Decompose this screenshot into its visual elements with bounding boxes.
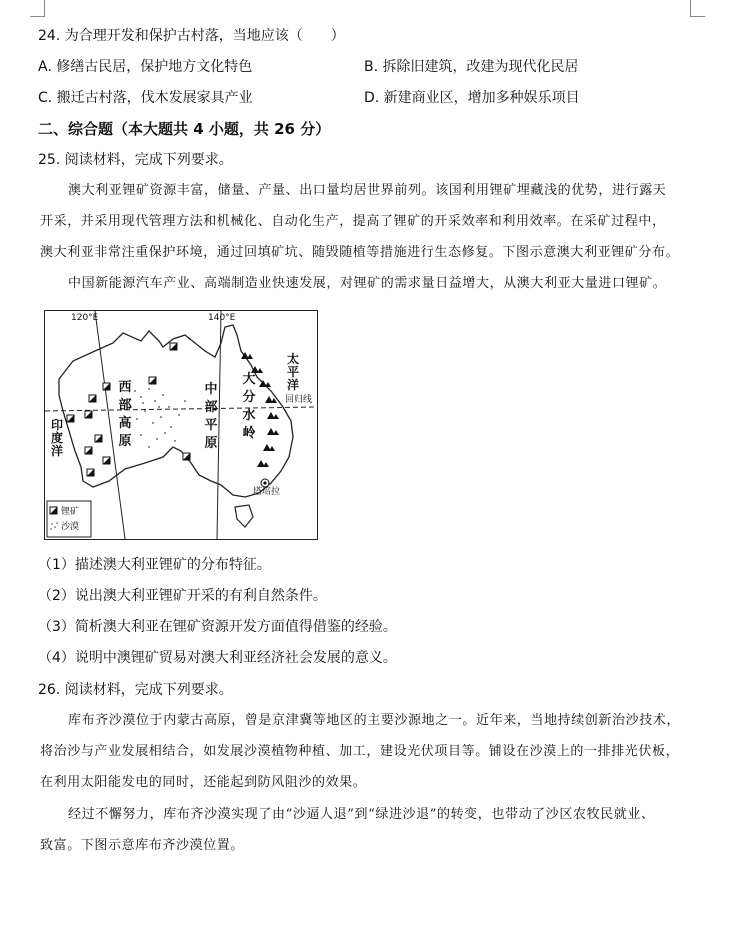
longitude-label: 140°E <box>208 313 236 323</box>
legend-label: 沙漠 <box>61 522 80 532</box>
q25-subquestion: （3）简析澳大利亚在锂矿资源开发方面值得借鉴的经验。 <box>38 619 397 635</box>
q26-material-line: 库布齐沙漠位于内蒙古高原，曾是京津冀等地区的主要沙源地之一。近年来，当地持续创新治沙技术， <box>68 713 681 728</box>
lithium-mine-icon <box>87 469 94 476</box>
q24-option-d: D. 新建商业区，增加多种娱乐项目 <box>364 90 580 106</box>
tropic-label: 回归线 <box>285 395 313 405</box>
region-label: 西部高原 <box>118 380 132 449</box>
city-label: 塔培拉 <box>253 487 281 497</box>
page-corner-mark-left <box>30 0 45 17</box>
q25-material-line: 澳大利亚非常注重保护环境，通过回填矿坑、随毁随植等措施进行生态修复。下图示意澳大利亚锂矿分布。 <box>40 245 680 260</box>
lithium-mine-icon <box>67 415 74 422</box>
lithium-mine-icon <box>103 383 110 390</box>
lithium-mine-icon <box>95 435 102 442</box>
legend-label: 锂矿 <box>61 507 80 517</box>
q26-material-line: 将治沙与产业发展相结合，如发展沙漠植物种植、加工，建设光伏项目等。铺设在沙漠上的一排排光伏板， <box>40 744 680 759</box>
lithium-mine-icon <box>103 457 110 464</box>
lithium-mine-icon <box>85 411 92 418</box>
legend-lithium-icon <box>50 507 57 514</box>
section-heading: 二、综合题（本大题共 4 小题，共 26 分） <box>38 120 331 138</box>
region-label: 中部平原 <box>204 382 218 451</box>
map-drawing <box>45 311 317 539</box>
q24-stem: 24. 为合理开发和保护古村落，当地应该（ ） <box>38 28 345 44</box>
tasmania-outline <box>235 505 253 527</box>
q24-option-a: A. 修缮古民居，保护地方文化特色 <box>38 59 253 75</box>
region-label: 大分水岭 <box>242 372 256 441</box>
page-corner-mark-right <box>690 0 705 17</box>
longitude-label: 120°E <box>71 313 99 323</box>
q25-material-line: 开采，并采用现代管理方法和机械化、自动化生产，提高了锂矿的开采效率和利用效率。在采矿过程中， <box>40 214 666 229</box>
q25-subquestion: （1）描述澳大利亚锂矿的分布特征。 <box>38 557 271 573</box>
lithium-mine-icon <box>170 343 177 350</box>
q26-material-line: 致富。下图示意库布齐沙漠位置。 <box>40 838 245 853</box>
lithium-mine-icon <box>89 395 96 402</box>
q25-material-line: 中国新能源汽车产业、高端制造业快速发展，对锂矿的需求量日益增大，从澳大利亚大量进口锂矿。 <box>68 276 667 291</box>
q26-stem: 26. 阅读材料，完成下列要求。 <box>38 682 233 698</box>
q25-stem: 25. 阅读材料，完成下列要求。 <box>38 152 233 168</box>
q25-subquestion: （4）说明中澳锂矿贸易对澳大利亚经济社会发展的意义。 <box>38 650 397 666</box>
ocean-label: 印度洋 <box>51 418 64 458</box>
lithium-mine-icon <box>85 447 92 454</box>
lithium-mine-icon <box>183 453 190 460</box>
q26-material-line: 在利用太阳能发电的同时，还能起到防风阻沙的效果。 <box>40 775 367 790</box>
q24-option-b: B. 拆除旧建筑，改建为现代化民居 <box>364 59 579 75</box>
q25-material-line: 澳大利亚锂矿资源丰富，储量、产量、出口量均居世界前列。该国利用锂矿埋藏浅的优势，进行露天 <box>68 183 667 198</box>
australia-lithium-map <box>44 310 318 540</box>
lithium-mine-icon <box>149 377 156 384</box>
q24-option-c: C. 搬迁古村落，伐木发展家具产业 <box>38 90 253 106</box>
q25-subquestion: （2）说出澳大利亚锂矿开采的有利自然条件。 <box>38 588 327 604</box>
ocean-label: 太平洋 <box>287 352 300 392</box>
q26-material-line: 经过不懈努力，库布齐沙漠实现了由“沙逼人退”到“绿进沙退”的转变，也带动了沙区农牧民就业、 <box>68 807 655 822</box>
